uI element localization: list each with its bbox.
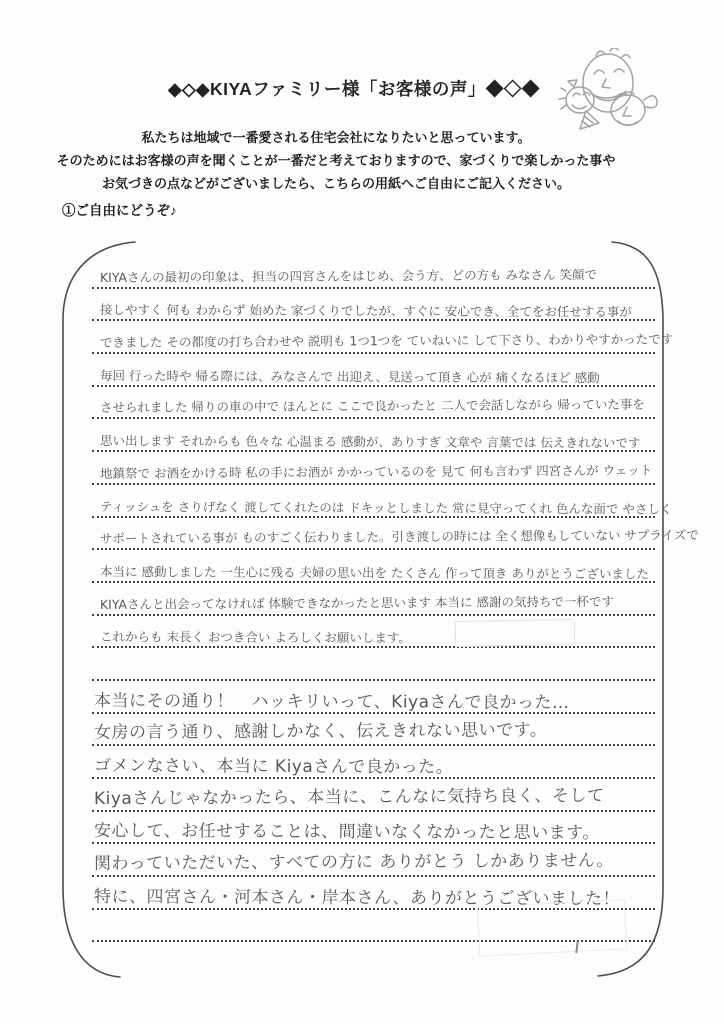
intro-line-2: そのためにはお客様の声を聞くことが一番だと考えておりますので、家づくりで楽しかった事や xyxy=(56,153,616,168)
handwritten-line xyxy=(92,452,655,485)
handwritten-text: 思い出します それからも 色々な 心温まる 感動が、ありすぎ 文章や 言葉では 伝えきれないです xyxy=(100,433,641,451)
handwritten-line xyxy=(92,844,655,877)
handwritten-line xyxy=(92,746,655,779)
faint-pencil-mark xyxy=(477,899,627,957)
handwritten-text: 本当に 感動しました 一生心に残る 夫婦の思い出を たくさん 作って頂き ありがとうございました xyxy=(100,563,649,582)
handwritten-line xyxy=(92,387,655,420)
handwritten-line xyxy=(92,681,655,714)
handwritten-line xyxy=(92,583,655,616)
handwritten-text: 女房の言う通り、感謝しかなく、伝えきれない思いです。 xyxy=(93,720,548,744)
handwritten-text: 特に、四宮さん・河本さん・岸本さん、ありがとうございました！ xyxy=(94,886,621,910)
page-title: ◆◇◆KIYAファミリー様「お客様の声」◆◇◆ xyxy=(168,79,540,99)
handwritten-text: KIYAさんの最初の印象は、担当の四宮さんをはじめ、会う方、どの方も みなさん 笑顔で xyxy=(99,266,598,285)
handwritten-line xyxy=(92,518,699,551)
handwritten-text: Kiyaさんじゃなかったら、本当に、こんなに気持ち良く、そして xyxy=(93,785,605,809)
handwritten-text: KIYAさんと出会ってなければ 体験できなかったと思います 本当に 感謝の気持ちで一杯です xyxy=(99,593,614,612)
handwritten-text: サポートされている事が ものすごく伝わりました。引き渡しの時には 全く想像もしていない サプライズで xyxy=(99,527,699,547)
free-writing-prompt: ①ご自由にどうぞ♪ xyxy=(62,203,177,218)
handwritten-line xyxy=(92,485,673,518)
faint-pencil-mark xyxy=(455,619,575,647)
handwritten-line xyxy=(92,256,655,289)
handwritten-line xyxy=(92,779,655,812)
intro-line-1: 私たちは地域で一番愛される住宅会社になりたいと思っています。 xyxy=(141,130,531,145)
handwritten-line xyxy=(92,354,655,387)
handwritten-text: ティッシュを さりげなく 渡してくれたのは ドキッとしました 常に見守ってくれ 色んな面で やさしく xyxy=(100,498,673,517)
intro-line-3: お気づきの点などがございましたら、こちらの用紙へご自由にご記入ください。 xyxy=(101,176,570,191)
handwritten-text: ゴメンなさい、本当に Kiyaさんで良かった。 xyxy=(94,756,454,778)
handwritten-line xyxy=(92,289,655,322)
ruled-line-empty xyxy=(92,648,655,681)
handwritten-line xyxy=(92,714,655,747)
handwritten-text: 関わっていただいた、すべての方に ありがとう しかありません。 xyxy=(93,850,614,875)
handwritten-line xyxy=(92,321,674,354)
handwritten-text: 本当にその通り！ ハッキリいって、Kiyaさんで良かった… xyxy=(94,690,570,713)
handwritten-text: できました その都度の打ち合わせや 説明も 1つ1つを ていねいに して下さり、わかりやすかったです xyxy=(99,331,674,351)
intro-text xyxy=(0,126,672,195)
handwritten-line xyxy=(92,419,655,452)
handwritten-text: これからも 末長く おつき合い よろしくお願いします。 xyxy=(100,629,411,646)
handwritten-line xyxy=(92,550,655,583)
handwritten-text: 接しやすく 何も わからず 始めた 家づくりでしたが、すぐに 安心でき、全てをお任せする事が xyxy=(100,302,632,320)
handwritten-text: 地鎮祭で お酒をかける時 私の手にお酒が かかっているのを 見て 何も言わず 四宮さんが ウェット xyxy=(99,462,653,481)
handwritten-text: させられました 帰りの車の中で ほんとに ここで良かったと 二人で会話しながら 帰っていた事を xyxy=(99,397,645,416)
handwritten-line xyxy=(92,812,655,845)
handwritten-text: 安心して、お任せすることは、間違いなくなかったと思います。 xyxy=(94,821,600,844)
handwritten-text: 毎回 行った時や 帰る際には、みなさんで 出迎え、見送って頂き 心が 痛くなるほど 感動 xyxy=(100,367,600,385)
feedback-writing-area xyxy=(92,256,699,942)
